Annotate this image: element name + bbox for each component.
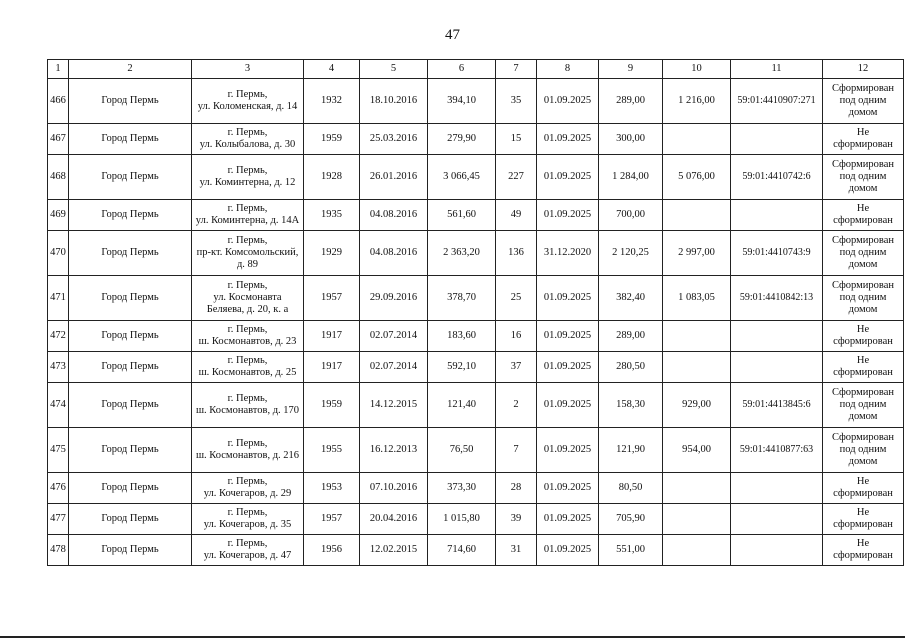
table-row <box>48 79 904 124</box>
cell-status-line: Не <box>856 538 870 549</box>
cell-year: 1917 <box>304 352 360 383</box>
cell-column-10 <box>663 535 731 566</box>
cell-address-line: Беляева, д. 20, к. а <box>206 304 289 315</box>
cell-year: 1935 <box>304 200 360 231</box>
cell-address-line: г. Пермь, <box>227 438 268 449</box>
cell-address-line: ул. Кочегаров, д. 35 <box>203 519 292 530</box>
cell-address <box>192 276 304 321</box>
header-row <box>48 60 904 79</box>
column-header-6: 6 <box>428 60 496 79</box>
cell-column-10 <box>663 504 731 535</box>
cell-column-9: 289,00 <box>599 321 663 352</box>
cell-status-line: Сформирован <box>831 432 894 443</box>
cell-cadastral-number <box>731 124 823 155</box>
cell-column-9: 80,50 <box>599 473 663 504</box>
cell-status <box>823 231 904 276</box>
cell-address-line: г. Пермь, <box>227 507 268 518</box>
cell-cadastral-number <box>731 504 823 535</box>
cell-address <box>192 535 304 566</box>
cell-status-line: Сформирован <box>831 83 894 94</box>
cell-area: 592,10 <box>428 352 496 383</box>
cell-address-line: г. Пермь, <box>227 235 268 246</box>
cell-status-line: Не <box>856 507 870 518</box>
cell-date: 02.07.2014 <box>360 352 428 383</box>
cell-column-9: 700,00 <box>599 200 663 231</box>
cell-column-9: 289,00 <box>599 79 663 124</box>
cell-year: 1959 <box>304 124 360 155</box>
cell-municipality: Город Пермь <box>69 79 192 124</box>
column-header-9: 9 <box>599 60 663 79</box>
column-header-7: 7 <box>496 60 537 79</box>
cell-residents: 15 <box>496 124 537 155</box>
cell-row-number: 478 <box>48 535 69 566</box>
cell-column-9: 382,40 <box>599 276 663 321</box>
cell-status <box>823 383 904 428</box>
cell-municipality: Город Пермь <box>69 231 192 276</box>
cell-status <box>823 428 904 473</box>
cell-status-line: домом <box>848 304 878 315</box>
cell-municipality: Город Пермь <box>69 383 192 428</box>
cell-row-number: 471 <box>48 276 69 321</box>
cell-address-line: г. Пермь, <box>227 203 268 214</box>
cell-municipality: Город Пермь <box>69 155 192 200</box>
cell-column-10 <box>663 352 731 383</box>
cell-row-number: 476 <box>48 473 69 504</box>
cell-column-10 <box>663 124 731 155</box>
cell-deadline-date: 01.09.2025 <box>537 428 599 473</box>
cell-year: 1959 <box>304 383 360 428</box>
cell-status-line: под одним <box>839 95 887 106</box>
cell-status-line: Сформирован <box>831 235 894 246</box>
table-row <box>48 155 904 200</box>
cell-deadline-date: 01.09.2025 <box>537 535 599 566</box>
cell-date: 26.01.2016 <box>360 155 428 200</box>
cell-status <box>823 79 904 124</box>
cell-status-line: сформирован <box>833 215 893 226</box>
cell-address-line: д. 89 <box>236 259 259 270</box>
cell-address <box>192 383 304 428</box>
cell-residents: 227 <box>496 155 537 200</box>
cell-address-line: ул. Колыбалова, д. 30 <box>199 139 296 150</box>
column-header-10: 10 <box>663 60 731 79</box>
cell-status-line: сформирован <box>833 550 893 561</box>
cell-area: 121,40 <box>428 383 496 428</box>
cell-column-10: 1 216,00 <box>663 79 731 124</box>
column-header-5: 5 <box>360 60 428 79</box>
cell-column-9: 280,50 <box>599 352 663 383</box>
cell-status <box>823 504 904 535</box>
cell-column-10: 5 076,00 <box>663 155 731 200</box>
cell-area: 183,60 <box>428 321 496 352</box>
cell-date: 16.12.2013 <box>360 428 428 473</box>
cell-year: 1917 <box>304 321 360 352</box>
cell-status <box>823 352 904 383</box>
cell-status-line: сформирован <box>833 367 893 378</box>
cell-address-line: ул. Космонавта <box>213 292 282 303</box>
cell-deadline-date: 01.09.2025 <box>537 200 599 231</box>
cell-address-line: г. Пермь, <box>227 355 268 366</box>
cell-status-line: Не <box>856 324 870 335</box>
cell-column-9: 2 120,25 <box>599 231 663 276</box>
cell-date: 07.10.2016 <box>360 473 428 504</box>
cell-municipality: Город Пермь <box>69 200 192 231</box>
cell-date: 02.07.2014 <box>360 321 428 352</box>
cell-status-line: под одним <box>839 171 887 182</box>
cell-municipality: Город Пермь <box>69 124 192 155</box>
cell-municipality: Город Пермь <box>69 321 192 352</box>
cell-status-line: под одним <box>839 444 887 455</box>
cell-cadastral-number: 59:01:4410742:6 <box>731 155 823 200</box>
cell-year: 1957 <box>304 504 360 535</box>
cell-column-10: 954,00 <box>663 428 731 473</box>
cell-address <box>192 155 304 200</box>
cell-deadline-date: 01.09.2025 <box>537 504 599 535</box>
cell-deadline-date: 01.09.2025 <box>537 124 599 155</box>
cell-status-line: под одним <box>839 247 887 258</box>
cell-address-line: г. Пермь, <box>227 127 268 138</box>
cell-address-line: ул. Кочегаров, д. 47 <box>203 550 292 561</box>
cell-address-line: ш. Космонавтов, д. 25 <box>198 367 297 378</box>
cell-municipality: Город Пермь <box>69 428 192 473</box>
table-row <box>48 321 904 352</box>
cell-status <box>823 155 904 200</box>
cell-address <box>192 124 304 155</box>
cell-deadline-date: 01.09.2025 <box>537 383 599 428</box>
cell-status <box>823 535 904 566</box>
cell-deadline-date: 01.09.2025 <box>537 321 599 352</box>
cell-date: 14.12.2015 <box>360 383 428 428</box>
cell-address-line: ул. Коминтерна, д. 12 <box>199 177 296 188</box>
cell-row-number: 474 <box>48 383 69 428</box>
cell-residents: 37 <box>496 352 537 383</box>
cell-status-line: домом <box>848 107 878 118</box>
cell-cadastral-number <box>731 200 823 231</box>
cell-row-number: 472 <box>48 321 69 352</box>
cell-cadastral-number: 59:01:4410743:9 <box>731 231 823 276</box>
cell-address <box>192 200 304 231</box>
cell-address <box>192 231 304 276</box>
cell-column-10: 1 083,05 <box>663 276 731 321</box>
cell-address-line: ул. Коломенская, д. 14 <box>197 101 298 112</box>
cell-status-line: под одним <box>839 399 887 410</box>
cell-row-number: 468 <box>48 155 69 200</box>
cell-area: 373,30 <box>428 473 496 504</box>
cell-address <box>192 321 304 352</box>
cell-area: 279,90 <box>428 124 496 155</box>
cell-year: 1928 <box>304 155 360 200</box>
cell-status <box>823 473 904 504</box>
cell-deadline-date: 01.09.2025 <box>537 473 599 504</box>
cell-status <box>823 124 904 155</box>
cell-area: 76,50 <box>428 428 496 473</box>
page-number: 47 <box>445 27 460 43</box>
cell-year: 1955 <box>304 428 360 473</box>
cell-deadline-date: 01.09.2025 <box>537 276 599 321</box>
cell-status-line: сформирован <box>833 336 893 347</box>
cell-status-line: Сформирован <box>831 159 894 170</box>
cell-year: 1953 <box>304 473 360 504</box>
cell-status-line: сформирован <box>833 488 893 499</box>
column-header-4: 4 <box>304 60 360 79</box>
cell-area: 378,70 <box>428 276 496 321</box>
cell-residents: 28 <box>496 473 537 504</box>
cell-row-number: 475 <box>48 428 69 473</box>
cell-address-line: г. Пермь, <box>227 538 268 549</box>
cell-deadline-date: 31.12.2020 <box>537 231 599 276</box>
cell-column-9: 1 284,00 <box>599 155 663 200</box>
cell-residents: 25 <box>496 276 537 321</box>
cell-date: 12.02.2015 <box>360 535 428 566</box>
cell-residents: 35 <box>496 79 537 124</box>
cell-status <box>823 276 904 321</box>
cell-address-line: пр-кт. Комсомольский, <box>196 247 299 258</box>
cell-address <box>192 79 304 124</box>
table-row <box>48 352 904 383</box>
cell-status-line: Не <box>856 476 870 487</box>
cell-status-line: Не <box>856 127 870 138</box>
cell-cadastral-number <box>731 473 823 504</box>
column-header-1: 1 <box>48 60 69 79</box>
cell-residents: 49 <box>496 200 537 231</box>
cell-residents: 16 <box>496 321 537 352</box>
cell-status-line: Не <box>856 355 870 366</box>
cell-row-number: 469 <box>48 200 69 231</box>
column-header-11: 11 <box>731 60 823 79</box>
cell-cadastral-number: 59:01:4410877:63 <box>731 428 823 473</box>
cell-status-line: Сформирован <box>831 280 894 291</box>
column-header-12: 12 <box>823 60 904 79</box>
cell-date: 04.08.2016 <box>360 231 428 276</box>
cell-column-9: 158,30 <box>599 383 663 428</box>
cell-row-number: 473 <box>48 352 69 383</box>
bottom-rule <box>0 636 905 638</box>
cell-area: 561,60 <box>428 200 496 231</box>
cell-address-line: г. Пермь, <box>227 165 268 176</box>
cell-address-line: г. Пермь, <box>227 324 268 335</box>
cell-address-line: ш. Космонавтов, д. 170 <box>195 405 300 416</box>
table-row <box>48 276 904 321</box>
table-row <box>48 473 904 504</box>
table-body <box>48 79 904 566</box>
cell-date: 18.10.2016 <box>360 79 428 124</box>
cell-column-10 <box>663 473 731 504</box>
cell-address <box>192 504 304 535</box>
cell-address-line: г. Пермь, <box>227 89 268 100</box>
cell-date: 20.04.2016 <box>360 504 428 535</box>
table-row <box>48 428 904 473</box>
cell-address-line: г. Пермь, <box>227 393 268 404</box>
cell-year: 1957 <box>304 276 360 321</box>
cell-cadastral-number: 59:01:4410907:271 <box>731 79 823 124</box>
table-row <box>48 504 904 535</box>
cell-status-line: домом <box>848 259 878 270</box>
cell-column-9: 705,90 <box>599 504 663 535</box>
cell-address <box>192 473 304 504</box>
cell-status-line: домом <box>848 411 878 422</box>
cell-deadline-date: 01.09.2025 <box>537 352 599 383</box>
cell-residents: 7 <box>496 428 537 473</box>
cell-column-10: 929,00 <box>663 383 731 428</box>
cell-address-line: г. Пермь, <box>227 476 268 487</box>
column-header-2: 2 <box>69 60 192 79</box>
cell-date: 29.09.2016 <box>360 276 428 321</box>
cell-residents: 31 <box>496 535 537 566</box>
cell-status-line: домом <box>848 183 878 194</box>
cell-column-9: 551,00 <box>599 535 663 566</box>
cell-address-line: ш. Космонавтов, д. 216 <box>195 450 300 461</box>
cell-column-10: 2 997,00 <box>663 231 731 276</box>
cell-residents: 136 <box>496 231 537 276</box>
cell-municipality: Город Пермь <box>69 352 192 383</box>
cell-municipality: Город Пермь <box>69 535 192 566</box>
cell-status-line: сформирован <box>833 139 893 150</box>
cell-address <box>192 428 304 473</box>
cell-residents: 2 <box>496 383 537 428</box>
cell-area: 394,10 <box>428 79 496 124</box>
cell-row-number: 477 <box>48 504 69 535</box>
table-row <box>48 231 904 276</box>
cell-year: 1929 <box>304 231 360 276</box>
cell-column-10 <box>663 321 731 352</box>
cell-municipality: Город Пермь <box>69 276 192 321</box>
table-row <box>48 383 904 428</box>
cell-status-line: Не <box>856 203 870 214</box>
cell-row-number: 470 <box>48 231 69 276</box>
cell-status <box>823 321 904 352</box>
cell-cadastral-number <box>731 321 823 352</box>
cell-status-line: под одним <box>839 292 887 303</box>
cell-deadline-date: 01.09.2025 <box>537 155 599 200</box>
cell-address <box>192 352 304 383</box>
cell-row-number: 466 <box>48 79 69 124</box>
column-header-8: 8 <box>537 60 599 79</box>
cell-municipality: Город Пермь <box>69 504 192 535</box>
cell-area: 1 015,80 <box>428 504 496 535</box>
cell-cadastral-number <box>731 352 823 383</box>
cell-column-9: 121,90 <box>599 428 663 473</box>
cell-address-line: ул. Кочегаров, д. 29 <box>203 488 292 499</box>
cell-address-line: ул. Коминтерна, д. 14А <box>195 215 300 226</box>
cell-date: 25.03.2016 <box>360 124 428 155</box>
cell-area: 3 066,45 <box>428 155 496 200</box>
cell-cadastral-number: 59:01:4413845:6 <box>731 383 823 428</box>
column-header-3: 3 <box>192 60 304 79</box>
cell-column-10 <box>663 200 731 231</box>
cell-date: 04.08.2016 <box>360 200 428 231</box>
cell-area: 2 363,20 <box>428 231 496 276</box>
table-row <box>48 124 904 155</box>
cell-year: 1956 <box>304 535 360 566</box>
cell-address-line: г. Пермь, <box>227 280 268 291</box>
cell-status-line: Сформирован <box>831 387 894 398</box>
cell-cadastral-number: 59:01:4410842:13 <box>731 276 823 321</box>
table-row <box>48 200 904 231</box>
table-row <box>48 535 904 566</box>
cell-row-number: 467 <box>48 124 69 155</box>
cell-municipality: Город Пермь <box>69 473 192 504</box>
cell-year: 1932 <box>304 79 360 124</box>
cell-area: 714,60 <box>428 535 496 566</box>
cell-status-line: сформирован <box>833 519 893 530</box>
cell-deadline-date: 01.09.2025 <box>537 79 599 124</box>
cell-column-9: 300,00 <box>599 124 663 155</box>
housing-registry-table <box>47 59 904 566</box>
cell-address-line: ш. Космонавтов, д. 23 <box>198 336 297 347</box>
cell-cadastral-number <box>731 535 823 566</box>
cell-status-line: домом <box>848 456 878 467</box>
cell-status <box>823 200 904 231</box>
cell-residents: 39 <box>496 504 537 535</box>
